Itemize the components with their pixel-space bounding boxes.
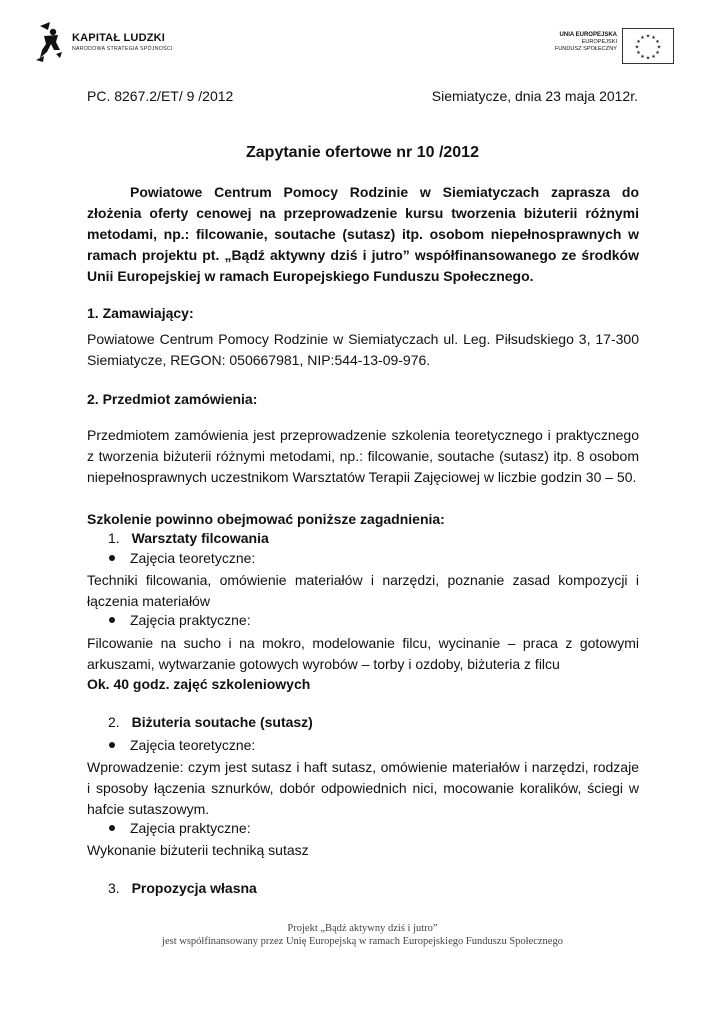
item-2-number: 2. xyxy=(108,714,120,730)
footer-line-1: Projekt „Bądź aktywny dziś i jutro” xyxy=(287,923,438,934)
item-1 xyxy=(108,530,269,546)
kapital-ludzki-title: KAPITAŁ LUDZKI xyxy=(72,32,166,44)
svg-text:★: ★ xyxy=(636,39,641,45)
bullet-icon xyxy=(109,617,115,623)
item-1-practice-text: Filcowanie na sucho i na mokro, modelowanie filcu, wycinanie – praca z gotowymi arkuszami, wytwarzanie gotowych wyrobów – torby i ozdoby, biżuteria z filcu xyxy=(87,635,639,672)
svg-text:★: ★ xyxy=(634,44,640,51)
item-2-theory-label: Zajęcia teoretyczne: xyxy=(130,737,256,753)
eu-logo-text xyxy=(555,32,617,54)
place-and-date: Siemiatycze, dnia 23 maja 2012r. xyxy=(431,88,638,104)
item-3-title: Propozycja własna xyxy=(131,880,257,896)
item-2-theory-text: Wprowadzenie: czym jest sutasz i haft sutasz, omówienie materiałów i narzędzi, rodzaje i sposoby łączenia sznurków, dobór odpowiednich nici, mocowanie koralików, ściegi w hafcie sutaszowym. xyxy=(87,759,639,817)
svg-text:★: ★ xyxy=(636,50,641,56)
svg-text:★: ★ xyxy=(645,33,651,40)
section-2-text: Przedmiotem zamówienia jest przeprowadzenie szkolenia teoretycznego i praktycznego z tworzenia biżuterii różnymi metodami, np.: filcowanie, soutache (sutasz) itp. 8 osobom niepełnosprawnych uczestnikom Warsztatów Terapii Zajęciowej w liczbie godzin 30 – 50. xyxy=(87,427,639,485)
kapital-ludzki-subtitle: NARODOWA STRATEGIA SPÓJNOŚCI xyxy=(72,46,173,52)
svg-text:★: ★ xyxy=(640,35,645,41)
item-1-number: 1. xyxy=(108,530,120,546)
intro-paragraph: Powiatowe Centrum Pomocy Rodzinie w Siemiatyczach zaprasza do złożenia oferty cenowej na przeprowadzenie kursu tworzenia biżuterii różnymi metodami, np.: filcowanie, soutache (sutasz) itp. osobom niepełnosprawnych w ramach projektu pt. „Bądź aktywny dziś i jutro” współfinansowanego ze środków Unii Europejskiej w ramach Europejskiego Funduszu Społecznego. xyxy=(87,184,639,284)
item-1-theory-bullet xyxy=(109,550,255,566)
svg-text:★: ★ xyxy=(640,54,645,60)
eu-logo xyxy=(548,28,674,64)
eu-flag-icon xyxy=(622,28,674,64)
footer-line-2: jest współfinansowany przez Unię Europejską w ramach Europejskiego Funduszu Społecznego xyxy=(162,936,563,947)
svg-text:★: ★ xyxy=(655,50,660,56)
svg-text:★: ★ xyxy=(651,54,656,60)
svg-text:★: ★ xyxy=(645,55,651,62)
item-1-title: Warsztaty filcowania xyxy=(131,530,269,546)
item-2 xyxy=(108,714,313,730)
item-2-practice-bullet xyxy=(109,820,251,836)
item-2-practice-label: Zajęcia praktyczne: xyxy=(130,820,251,836)
item-1-theory-label: Zajęcia teoretyczne: xyxy=(130,550,256,566)
item-2-practice-text: Wykonanie biżuterii techniką sutasz xyxy=(87,842,309,858)
item-2-title: Biżuteria soutache (sutasz) xyxy=(131,714,313,730)
svg-text:★: ★ xyxy=(656,44,662,51)
kapital-ludzki-logo xyxy=(34,20,184,70)
section-1-heading: 1. Zamawiający: xyxy=(87,305,194,321)
svg-text:★: ★ xyxy=(655,39,660,45)
kapital-ludzki-figure-icon xyxy=(34,20,64,64)
bullet-icon xyxy=(109,555,115,561)
eu-logo-line2: EUROPEJSKI xyxy=(581,39,617,46)
eu-logo-line3: FUNDUSZ SPOŁECZNY xyxy=(554,46,617,53)
item-1-hours: Ok. 40 godz. zajęć szkoleniowych xyxy=(87,676,311,692)
bullet-icon xyxy=(109,825,115,831)
eu-logo-line1: UNIA EUROPEJSKA xyxy=(559,32,617,38)
section-1-text: Powiatowe Centrum Pomocy Rodzinie w Siemiatyczach ul. Leg. Piłsudskiego 3, 17-300 Siemiatycze, REGON: 050667981, NIP:544-13-09-976. xyxy=(87,331,639,368)
item-1-practice-label: Zajęcia praktyczne: xyxy=(130,612,251,628)
document-reference: PC. 8267.2/ET/ 9 /2012 xyxy=(87,88,234,104)
bullet-icon xyxy=(109,742,115,748)
item-1-theory-text: Techniki filcowania, omówienie materiałów i narzędzi, poznanie zasad kompozycji i łączenia materiałów xyxy=(87,572,639,609)
document-title: Zapytanie ofertowe nr 10 /2012 xyxy=(246,144,479,161)
item-2-theory-bullet xyxy=(109,737,255,753)
item-1-practice-bullet xyxy=(109,612,251,628)
section-2-heading: 2. Przedmiot zamówienia: xyxy=(87,391,258,407)
topics-heading: Szkolenie powinno obejmować poniższe zagadnienia: xyxy=(87,511,445,527)
svg-text:★: ★ xyxy=(651,35,656,41)
item-3 xyxy=(108,880,257,896)
item-3-number: 3. xyxy=(108,880,120,896)
